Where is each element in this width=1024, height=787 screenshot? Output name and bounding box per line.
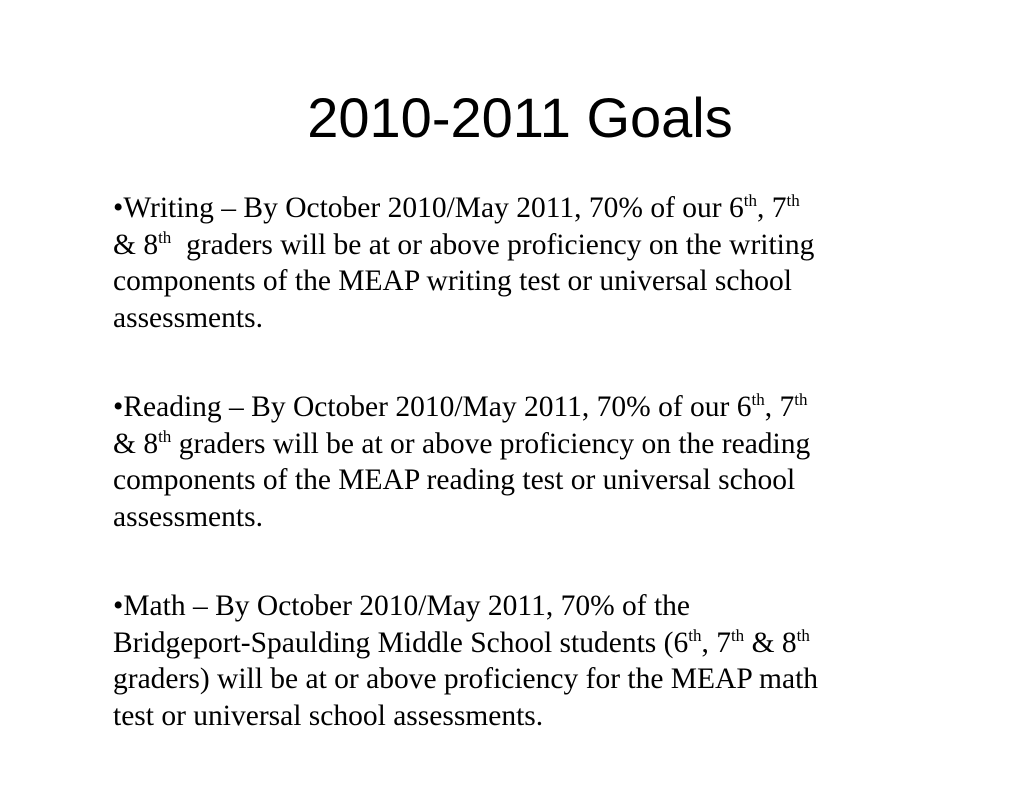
ordinal-superscript: th (730, 625, 745, 645)
bullet-writing-goal (113, 190, 943, 336)
bullet-text: , 7 (701, 626, 731, 659)
bullet-line (113, 227, 943, 264)
bullet-line (113, 661, 943, 698)
ordinal-superscript: th (786, 191, 800, 210)
bullet-text: & 8 (113, 228, 159, 261)
bullet-text: graders will be at or above proficiency on the reading (171, 427, 811, 460)
ordinal-superscript: th (743, 191, 757, 210)
bullet-line (113, 426, 943, 463)
bullet-line (113, 499, 943, 536)
bullet-text: components of the MEAP reading test or universal school (113, 464, 796, 496)
bullet-reading-goal (113, 389, 943, 535)
bullet-text: test or universal school assessments. (113, 699, 544, 732)
slide-title: 2010-2011 Goals (307, 86, 733, 149)
ordinal-superscript: th (158, 426, 172, 446)
bullet-math-goal (113, 588, 943, 734)
bullet-line (113, 300, 943, 337)
bullet-text: graders will be at or above proficiency on the writing (171, 228, 815, 261)
ordinal-superscript: th (751, 390, 765, 409)
bullet-text: •Math – By October 2010/May 2011, 70% of the (113, 590, 691, 622)
ordinal-superscript: th (796, 625, 810, 645)
bullet-text: , 7 (764, 391, 795, 423)
bullet-line (113, 698, 943, 735)
bullet-text: Bridgeport-Spaulding Middle School students (6 (113, 626, 689, 659)
bullet-line (113, 625, 943, 662)
bullet-line (113, 462, 943, 499)
ordinal-superscript: th (688, 625, 702, 645)
bullet-text: & 8 (744, 626, 797, 659)
bullet-line (113, 389, 943, 426)
bullet-list (113, 190, 943, 787)
bullet-text: components of the MEAP writing test or universal school (113, 265, 792, 297)
bullet-text: & 8 (113, 427, 159, 460)
bullet-line (113, 190, 943, 227)
bullet-text: graders) will be at or above proficiency for the MEAP math (113, 663, 819, 695)
ordinal-superscript: th (158, 227, 172, 247)
bullet-line (113, 263, 943, 300)
bullet-text: •Reading – By October 2010/May 2011, 70% of our 6 (113, 391, 752, 423)
bullet-text: assessments. (113, 500, 263, 533)
bullet-line (113, 588, 943, 625)
bullet-text: •Writing – By October 2010/May 2011, 70% of our 6 (113, 192, 744, 224)
bullet-text: assessments. (113, 301, 263, 334)
ordinal-superscript: th (794, 390, 808, 409)
bullet-text: , 7 (756, 192, 787, 224)
